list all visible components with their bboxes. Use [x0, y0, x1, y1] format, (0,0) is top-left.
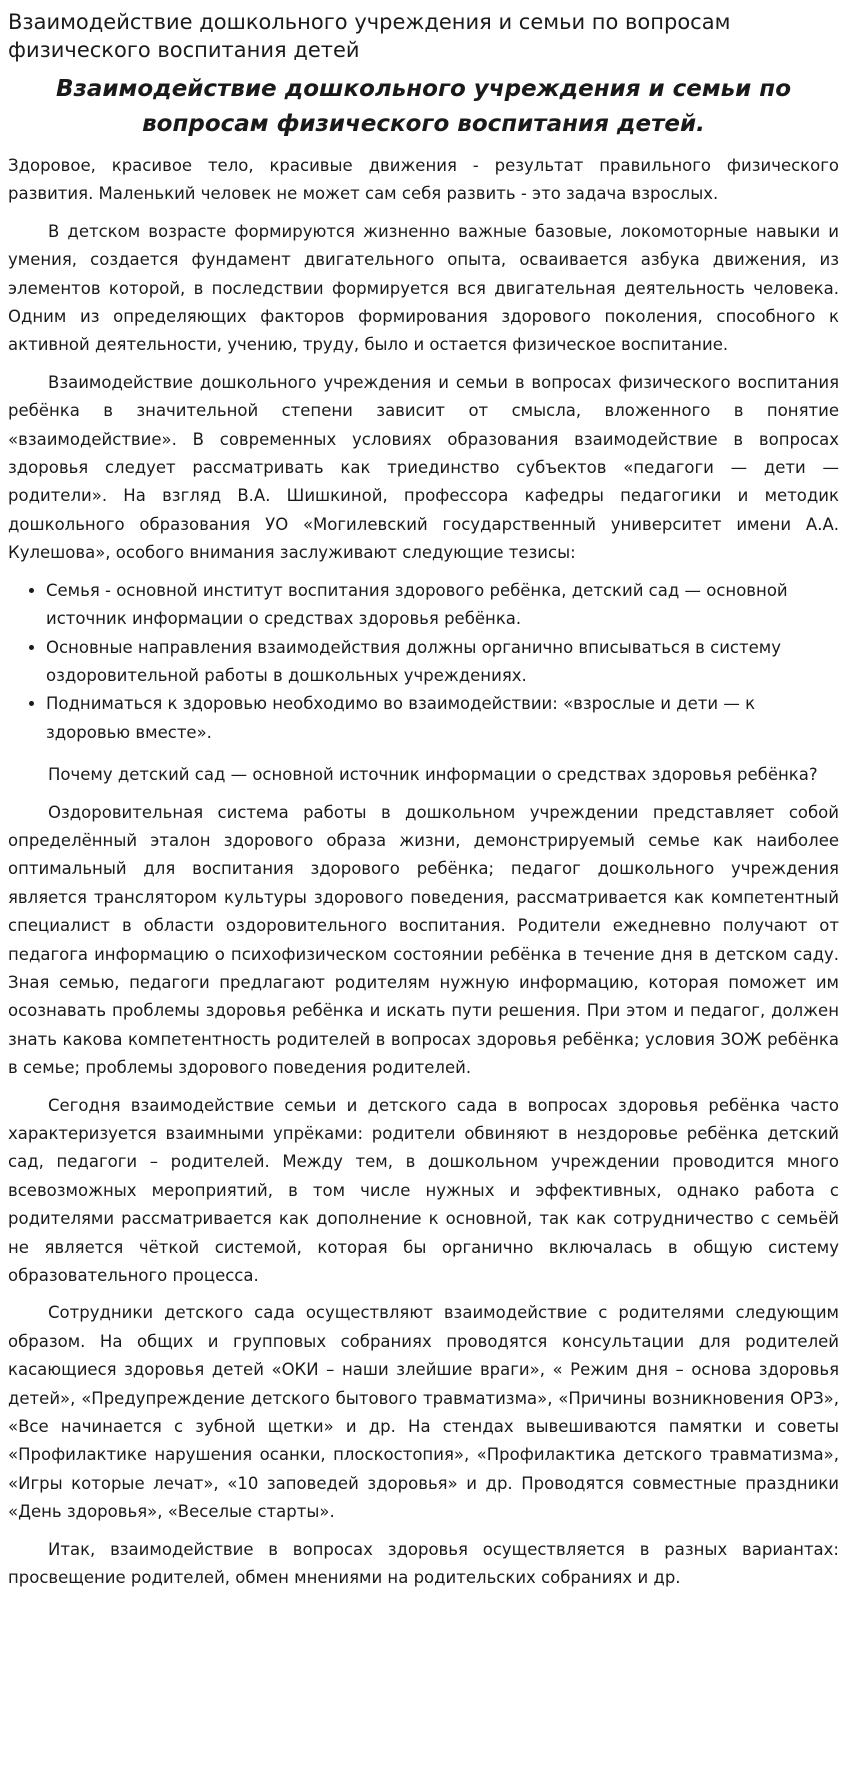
- main-paragraph-1: Почему детский сад — основной источник информации о средствах здоровья ребёнка?: [48, 765, 818, 785]
- page-title: Взаимодействие дошкольного учреждения и семьи по вопросам физического воспитания детей: [8, 10, 731, 62]
- list-item: • Подниматься к здоровью необходимо во взаимодействии: «взрослые и дети — к здоровью вместе».: [46, 690, 839, 747]
- main-paragraph-5: Итак, взаимодействие в вопросах здоровья осуществляется в разных вариантах: просвещение родителей, обмен мнениями на родительских собраниях и др.: [8, 1539, 839, 1588]
- article-heading: Взаимодействие дошкольного учреждения и семьи по вопросам физического воспитания детей.: [56, 76, 791, 137]
- intro-paragraph-1: Здоровое, красивое тело, красивые движения - результат правильного физического развития. Маленький человек не может сам себя развить - это задача взрослых.: [8, 156, 839, 204]
- theses-list: [8, 577, 839, 747]
- main-paragraph-4: Сотрудники детского сада осуществляют взаимодействие с родителями следующим образом. На общих и групповых собраниях проводятся консультации для родителей касающиеся здоровья детей «ОКИ – наши злейшие враги», « Режим дня – основа здоровья детей», «Предупреждение детского бытового травматизма», «Причины возникновения ОРЗ», «Все начинается с зубной щетки» и др. На стендах вывешиваются памятки и советы «Профилактике нарушения осанки, плоскостопия», «Профилактика детского травматизма», «Игры которые лечат», «10 заповедей здоровья» и др. Проводятся совместные праздники «День здоровья», «Веселые старты».: [8, 1303, 839, 1522]
- intro-paragraph-3: Взаимодействие дошкольного учреждения и семьи в вопросах физического воспитания ребёнка в значительной степени зависит от смысла, вложенного в понятие «взаимодействие». В современных условиях образования взаимодействие в вопросах здоровья следует рассматривать как триединство субъектов «педагоги — дети — родители». На взгляд В.А. Шишкиной, профессора кафедры педагогики и методик дошкольного образования УО «Могилевский государственный университет имени А.А. Кулешова», особого внимания заслуживают следующие тезисы:: [8, 372, 839, 563]
- main-paragraph-2: Оздоровительная система работы в дошкольном учреждении представляет собой определённый эталон здорового образа жизни, демонстрируемый семье как наиболее оптимальный для воспитания здорового ребёнка; педагог дошкольного учреждения является транслятором культуры здорового поведения, рассматривается как компетентный специалист в области оздоровительного воспитания. Родители ежедневно получают от педагога информацию о психофизическом состоянии ребёнка в течение дня в детском саду. Зная семью, педагоги предлагают родителям нужную информацию, которая поможет им осознавать проблемы здоровья ребёнка и искать пути решения. При этом и педагог, должен знать какова компетентность родителей в вопросах здоровья ребёнка; условия ЗОЖ ребёнка в семье; проблемы здорового поведения родителей.: [8, 802, 839, 1078]
- list-item: • Семья - основной институт воспитания здорового ребёнка, детский сад — основной источник информации о средствах здоровья ребёнка.: [46, 577, 839, 634]
- list-item: • Основные направления взаимодействия должны органично вписываться в систему оздоровительной работы в дошкольных учреждениях.: [46, 634, 839, 691]
- main-paragraph-3: Сегодня взаимодействие семьи и детского сада в вопросах здоровья ребёнка часто характеризуется взаимными упрёками: родители обвиняют в нездоровье ребёнка детский сад, педагоги – родителей. Между тем, в дошкольном учреждении проводится много всевозможных мероприятий, в том числе нужных и эффективных, однако работа с родителями рассматривается как дополнение к основной, так как сотрудничество с семьёй не является чёткой системой, которая бы органично включалась в общую систему образовательного процесса.: [8, 1095, 839, 1286]
- intro-paragraph-2: В детском возрасте формируются жизненно важные базовые, локомоторные навыки и умения, создается фундамент двигательного опыта, осваивается азбука движения, из элементов которой, в последствии формируется вся двигательная деятельность человека. Одним из определяющих факторов формирования здорового поколения, способного к активной деятельности, учению, труду, было и остается физическое воспитание.: [8, 221, 839, 355]
